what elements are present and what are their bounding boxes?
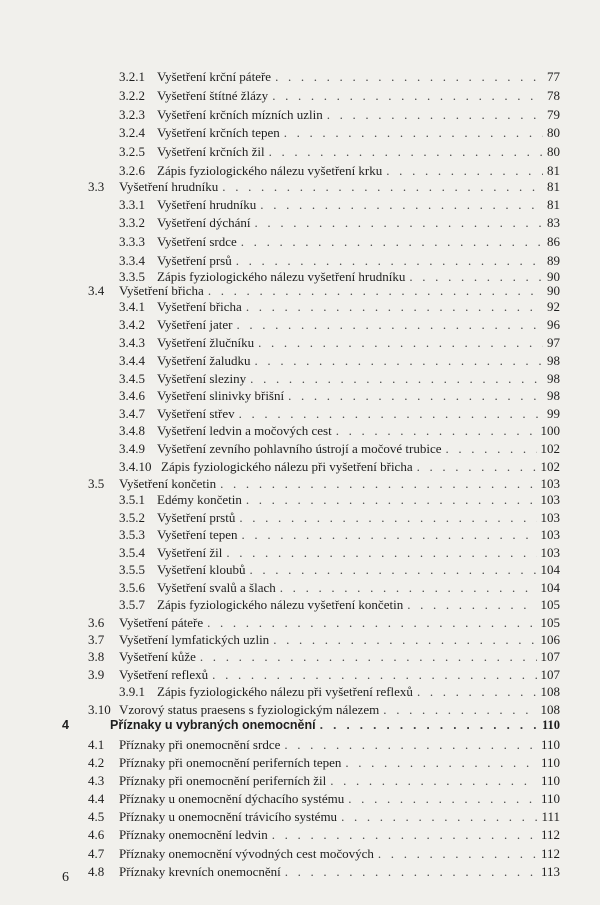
toc-entry (88, 736, 560, 754)
toc-entry-page: 108 (540, 702, 560, 717)
toc-entry-title: Vyšetření střev (157, 406, 235, 421)
toc-entry-page: 102 (540, 441, 560, 456)
toc-entry-page: 92 (547, 299, 560, 314)
toc-entry (119, 68, 560, 86)
toc-entry-number: 4.3 (88, 773, 105, 788)
dot-leader (280, 579, 537, 597)
toc-entry-page: 106 (540, 632, 560, 647)
toc-entry (119, 143, 560, 161)
toc-entry-title: Vyšetření žil (157, 545, 223, 560)
toc-entry (119, 298, 560, 316)
toc-entry-number: 3.8 (88, 649, 105, 664)
dot-leader (327, 106, 543, 124)
toc-entry-title: Edémy končetin (157, 492, 242, 507)
toc-entry-number: 3.2.1 (119, 69, 145, 84)
toc-entry-number: 3.2.4 (119, 125, 145, 140)
toc-entry-number: 4.6 (88, 827, 105, 842)
toc-entry (119, 422, 560, 440)
toc-entry-title: Vyšetření končetin (119, 476, 217, 491)
toc-entry-title: Vyšetření žlučníku (157, 335, 255, 350)
toc-entry-page: 108 (540, 684, 560, 699)
toc-entry (119, 334, 560, 352)
toc-entry-number: 3.3 (88, 179, 105, 194)
toc-entry-page: 97 (547, 335, 560, 350)
toc-entry-number: 3.3.2 (119, 215, 145, 230)
toc-entry (88, 808, 560, 826)
toc-entry-number: 3.5.2 (119, 510, 145, 525)
toc-entry-page: 98 (547, 388, 560, 403)
toc-entry-number: 3.5.5 (119, 562, 145, 577)
dot-leader (417, 458, 537, 476)
toc-entry (119, 526, 560, 544)
toc-entry-page: 103 (540, 476, 560, 491)
toc-entry-title: Příznaky při onemocnění periferních tepen (119, 755, 342, 770)
toc-entry-title: Příznaky u vybraných onemocnění (110, 718, 316, 732)
toc-entry-title: Vyšetření kůže (119, 649, 196, 664)
toc-entry-title: Vyšetření krčních tepen (157, 125, 280, 140)
toc-entry-page: 90 (547, 269, 560, 284)
toc-entry (119, 124, 560, 142)
toc-entry-page: 86 (547, 234, 560, 249)
toc-entry-title: Vyšetření svalů a šlach (157, 580, 276, 595)
toc-entry-title: Vyšetření ledvin a močových cest (157, 423, 332, 438)
toc-entry-title: Vyšetření prsů (157, 253, 232, 268)
toc-entry (119, 196, 560, 214)
toc-entry-title: Vyšetření dýchání (157, 215, 251, 230)
dot-leader (222, 178, 543, 196)
toc-entry (88, 790, 560, 808)
toc-entry-page: 105 (540, 597, 560, 612)
toc-entry (88, 178, 560, 196)
toc-entry-title: Vyšetření sleziny (157, 371, 247, 386)
toc-entry-title: Příznaky u onemocnění dýchacího systému (119, 791, 345, 806)
dot-leader (284, 124, 543, 142)
toc-entry (119, 491, 560, 509)
toc-entry (119, 458, 560, 476)
toc-entry-title: Vyšetření zevního pohlavního ústrojí a močové trubice (157, 441, 442, 456)
dot-leader (255, 352, 543, 370)
toc-entry-page: 111 (541, 809, 560, 824)
dot-leader (246, 491, 537, 509)
toc-entry-number: 3.5.6 (119, 580, 145, 595)
dot-leader (417, 683, 537, 701)
toc-entry-page: 103 (540, 545, 560, 560)
toc-entry-page: 78 (547, 88, 560, 103)
dot-leader (285, 863, 537, 881)
toc-entry (119, 440, 560, 458)
toc-entry-number: 3.5.3 (119, 527, 145, 542)
dot-leader (284, 736, 537, 754)
toc-entry-number: 3.2.2 (119, 88, 145, 103)
toc-entry-number: 4.1 (88, 737, 105, 752)
dot-leader (246, 298, 543, 316)
toc-entry-title: Vyšetření štítné žlázy (157, 88, 269, 103)
toc-entry (119, 352, 560, 370)
toc-entry-number: 4.4 (88, 791, 105, 806)
dot-leader (241, 233, 543, 251)
toc-entry-page: 81 (547, 163, 560, 178)
toc-entry-page: 81 (547, 179, 560, 194)
toc-entry-title: Vyšetření prstů (157, 510, 236, 525)
toc-entry-title: Vyšetření lymfatických uzlin (119, 632, 270, 647)
toc-entry-title: Vyšetření krčních žil (157, 144, 265, 159)
toc-entry-number: 3.6 (88, 615, 105, 630)
toc-entry (119, 579, 560, 597)
toc-entry-page: 77 (547, 69, 560, 84)
toc-entry-page: 110 (541, 718, 560, 732)
toc-entry-title: Příznaky při onemocnění srdce (119, 737, 281, 752)
toc-entry-number: 3.5.7 (119, 597, 145, 612)
toc-entry-title: Zápis fyziologického nálezu při vyšetření břicha (161, 459, 413, 474)
page-number: 6 (62, 870, 69, 885)
toc-entry-number: 3.10 (88, 702, 111, 717)
toc-entry (119, 405, 560, 423)
dot-leader (330, 772, 537, 790)
toc-entry-number: 3.9 (88, 667, 105, 682)
toc-entry-number: 3.5.4 (119, 545, 145, 560)
toc-entry-number: 3.9.1 (119, 684, 145, 699)
toc-entry-number: 4.5 (88, 809, 105, 824)
dot-leader (269, 143, 543, 161)
toc-entry-number: 3.2.5 (119, 144, 145, 159)
toc-entry-number: 3.2.6 (119, 163, 145, 178)
dot-leader (272, 87, 543, 105)
toc-entry-title: Vyšetření tepen (157, 527, 238, 542)
toc-entry-title: Vyšetření reflexů (119, 667, 209, 682)
toc-entry (88, 826, 560, 844)
toc-entry-page: 112 (540, 846, 560, 861)
dot-leader (275, 68, 543, 86)
dot-leader (341, 808, 537, 826)
toc-entry (88, 845, 560, 863)
toc-entry (88, 772, 560, 790)
toc-entry-number: 4.8 (88, 864, 105, 879)
toc-entry-page: 113 (540, 864, 560, 879)
dot-leader (407, 596, 536, 614)
toc-entry-number: 3.4.5 (119, 371, 145, 386)
dot-leader (255, 214, 543, 232)
toc-entry-number: 3.5 (88, 476, 105, 491)
toc-entry-page: 107 (540, 667, 560, 682)
toc-entry (119, 106, 560, 124)
toc-entry-title: Zápis fyziologického nálezu vyšetření končetin (157, 597, 404, 612)
toc-entry-number: 3.4.4 (119, 353, 145, 368)
toc-entry-page: 105 (540, 615, 560, 630)
toc-entry-number: 3.4.8 (119, 423, 145, 438)
dot-leader (250, 370, 543, 388)
dot-leader (260, 196, 543, 214)
dot-leader (348, 790, 537, 808)
toc-entry-page: 98 (547, 371, 560, 386)
toc-entry-title: Příznaky onemocnění vývodných cest močových (119, 846, 374, 861)
toc-entry-number: 3.3.5 (119, 269, 145, 284)
toc-entry-page: 81 (547, 197, 560, 212)
toc-entry-title: Příznaky při onemocnění periferních žil (119, 773, 327, 788)
toc-entry-title: Vyšetření hrudníku (119, 179, 219, 194)
toc-entry (119, 87, 560, 105)
toc-entry-page: 107 (540, 649, 560, 664)
toc-entry-number: 3.2.3 (119, 107, 145, 122)
toc-entry-number: 3.4.3 (119, 335, 145, 350)
toc-entry-page: 80 (547, 144, 560, 159)
toc-entry-title: Vyšetření slinivky břišní (157, 388, 285, 403)
toc-entry-title: Příznaky krevních onemocnění (119, 864, 281, 879)
toc-entry (119, 316, 560, 334)
toc-entry-title: Vyšetření krčních mízních uzlin (157, 107, 323, 122)
toc-entry-title: Příznaky onemocnění ledvin (119, 827, 268, 842)
toc-entry-title: Vyšetření krční páteře (157, 69, 272, 84)
dot-leader (345, 754, 537, 772)
toc-entry-page: 79 (547, 107, 560, 122)
toc-entry (119, 233, 560, 251)
toc-entry-number: 3.4.2 (119, 317, 145, 332)
dot-leader (378, 845, 537, 863)
toc-entry-number: 3.4.6 (119, 388, 145, 403)
dot-leader (273, 631, 536, 649)
toc-entry-number: 4 (62, 718, 69, 732)
toc-entry-title: Vyšetření žaludku (157, 353, 251, 368)
toc-entry-number: 3.4 (88, 283, 105, 298)
toc-entry-page: 110 (540, 791, 560, 806)
toc-entry-title: Vyšetření srdce (157, 234, 237, 249)
toc-entry (119, 214, 560, 232)
toc-entry-number: 3.3.3 (119, 234, 145, 249)
toc-entry-page: 98 (547, 353, 560, 368)
toc-entry-title: Zápis fyziologického nálezu při vyšetření reflexů (157, 684, 413, 699)
toc-entry (119, 370, 560, 388)
dot-leader (239, 509, 536, 527)
toc-entry-title: Vyšetření břicha (157, 299, 242, 314)
toc-entry-number: 3.4.7 (119, 406, 145, 421)
toc-entry-page: 99 (547, 406, 560, 421)
toc-entry (88, 754, 560, 772)
toc-entry-page: 90 (547, 283, 560, 298)
toc-entry-title: Vyšetření břicha (119, 283, 204, 298)
toc-entry-number: 3.5.1 (119, 492, 145, 507)
dot-leader (320, 716, 538, 734)
toc-entry-page: 102 (540, 459, 560, 474)
toc-entry-page: 112 (540, 827, 560, 842)
toc-entry-page: 103 (540, 510, 560, 525)
toc-entry-page: 104 (540, 562, 560, 577)
toc-entry (88, 631, 560, 649)
toc-entry (119, 387, 560, 405)
toc-entry-page: 103 (540, 527, 560, 542)
dot-leader (200, 648, 537, 666)
toc-entry (119, 509, 560, 527)
toc-entry-page: 89 (547, 253, 560, 268)
dot-leader (288, 387, 543, 405)
toc-entry-page: 104 (540, 580, 560, 595)
toc-entry-number: 3.7 (88, 632, 105, 647)
toc-entry-number: 4.7 (88, 846, 105, 861)
toc-entry (119, 683, 560, 701)
toc-entry-page: 103 (540, 492, 560, 507)
toc-entry-page: 80 (547, 125, 560, 140)
toc-entry (119, 561, 560, 579)
toc-entry-number: 3.3.1 (119, 197, 145, 212)
toc-entry-title: Vyšetření hrudníku (157, 197, 257, 212)
toc-entry-title: Vyšetření jater (157, 317, 233, 332)
toc-entry-number: 3.3.4 (119, 253, 145, 268)
toc-entry-page: 83 (547, 215, 560, 230)
dot-leader (226, 544, 536, 562)
toc-entry-number: 3.4.9 (119, 441, 145, 456)
toc-entry-title: Vyšetření kloubů (157, 562, 246, 577)
toc-entry-title: Zápis fyziologického nálezu vyšetření hrudníku (157, 269, 406, 284)
dot-leader (236, 316, 543, 334)
toc-chapter-entry (62, 716, 560, 734)
dot-leader (242, 526, 537, 544)
dot-leader (258, 334, 543, 352)
toc-entry (119, 544, 560, 562)
toc-entry-page: 96 (547, 317, 560, 332)
toc-entry (88, 648, 560, 666)
toc-entry-page: 110 (540, 737, 560, 752)
toc-entry-page: 100 (540, 423, 560, 438)
dot-leader (207, 614, 536, 632)
toc-entry-number: 3.4.1 (119, 299, 145, 314)
dot-leader (239, 405, 543, 423)
dot-leader (249, 561, 536, 579)
toc-entry (88, 614, 560, 632)
toc-entry-title: Příznaky u onemocnění trávicího systému (119, 809, 338, 824)
toc-entry (88, 666, 560, 684)
toc-entry-title: Vzorový status praesens s fyziologickým nálezem (119, 702, 380, 717)
toc-entry-page: 110 (540, 773, 560, 788)
toc-entry-title: Vyšetření páteře (119, 615, 204, 630)
toc-entry-number: 3.4.10 (119, 459, 152, 474)
dot-leader (272, 826, 537, 844)
toc-entry-number: 4.2 (88, 755, 105, 770)
toc-entry (119, 596, 560, 614)
dot-leader (212, 666, 536, 684)
toc-entry-page: 110 (540, 755, 560, 770)
toc-entry (88, 863, 560, 881)
dot-leader (336, 422, 537, 440)
dot-leader (445, 440, 536, 458)
toc-entry-title: Zápis fyziologického nálezu vyšetření krku (157, 163, 383, 178)
